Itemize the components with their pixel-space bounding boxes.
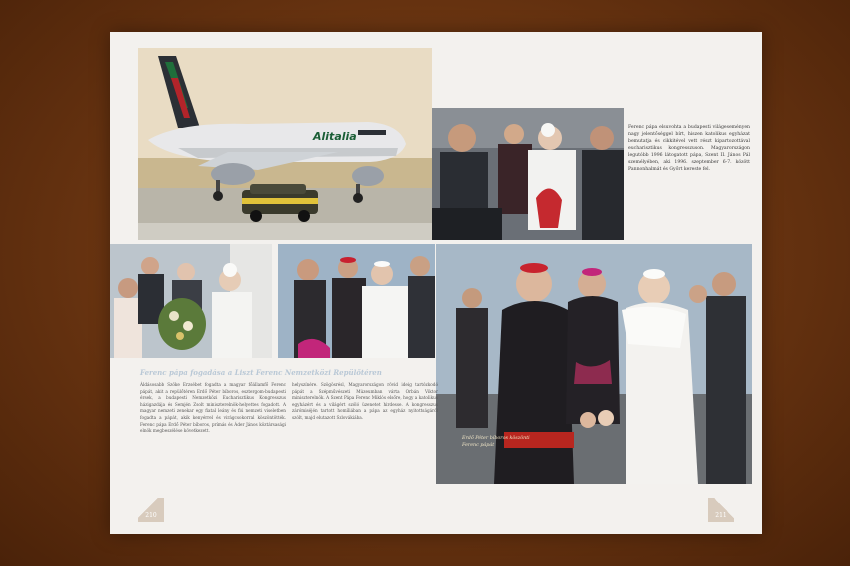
flowers-welcome-photo <box>110 244 272 358</box>
page-number-right: 211 <box>708 498 734 522</box>
body-text-right: helyszínére. Szögösrésl, Magyarországon rövid ideig tartózkodó pápát a Szépművészeti Múzeumban várta Orbán Viktor miniszterelnök. A Szent Pápa Ferenc Miklós elsőre, hogy a katolikus egyházért és a világért szóló üzenetet hirdesse. A kongresszus zárómiséjén tartott homíliában a pápa az egyház nyitottságáról szólt, majd elutazott Szlovákiába. <box>292 382 438 420</box>
airplane-photo <box>138 48 432 240</box>
body-text-left: Áldásosabb Szöke Erzsébet fogadta a magyar főállamfő Ferenc pápát, akit a repülőtéren Erdő Péter bíboros, esztergom-budapesti érsek, a budapesti Nemzetközi Eucharisztikus Kongresszus házigazdája és Semjén Zsolt miniszterelnök-helyettes fogadott. A magyar nemzeti zenekar egy fiatal leány és fiú nemzeti viseletben fogadta a pápát, akik kenyérrel és virágcsokorral köszöntötték. Ferenc pápa Erdő Péter bíboros, prímás és Áder János köztársasági elnök megbeszélése következett. <box>140 382 286 434</box>
airline-logo: Alitalia <box>313 130 357 143</box>
projection-screen <box>110 32 762 534</box>
section-heading: Ferenc pápa fogadása a Liszt Ferenc Nemzetközi Repülőtéren <box>140 368 382 377</box>
cardinals-greeting-photo <box>278 244 435 358</box>
page-number-left: 210 <box>138 498 164 522</box>
crowd-photo <box>432 108 624 240</box>
intro-paragraph: Ferenc pápa elsuvohta a budapesti világeseményen nagy jelentőséggel bírt, hiszen katolikus egyházat bemutatja és cikkitével vett részt kipartozottával eucharisztikus kongresszuson. Magyarországon legutóbb 1996 látogatott pápa, Szent II. János Pál személyében, aki 1996. szeptember 6-7. között Pannonhalmát és Győrt kereste fel. <box>628 125 750 172</box>
photo-caption: Erdő Péter bíboros köszönti Ferenc pápát <box>462 436 530 448</box>
